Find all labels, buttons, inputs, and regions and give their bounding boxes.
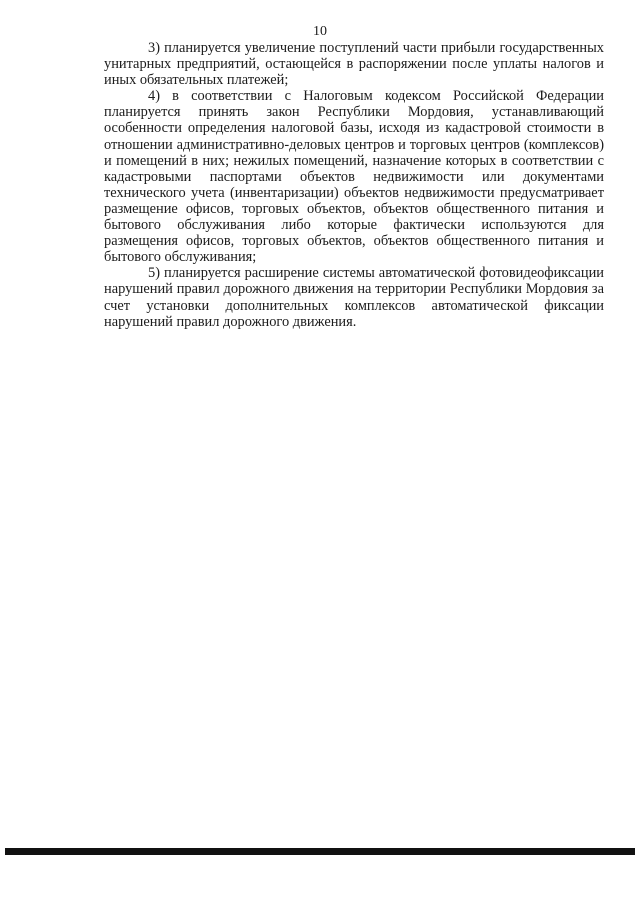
scan-edge-bar <box>5 848 635 855</box>
page-number: 10 <box>313 24 327 39</box>
paragraph-item-4: 4) в соответствии с Налоговым кодексом Российской Федерации планируется принять закон Республики Мордовия, устанавливающий особенности определения налоговой базы, исходя из кадастровой стоимости в отношении административно-деловых центров и торговых центров (комплексов) и помещений в них; нежилых помещений, назначение которых в соответствии с кадастровыми паспортами объектов недвижимости или документами технического учета (инвентаризации) объектов недвижимости предусматривает размещение офисов, торговых объектов, объектов общественного питания и бытового обслуживания либо которые фактически используются для размещения офисов, торговых объектов, объектов общественного питания и бытового обслуживания; <box>104 88 604 266</box>
paragraph-item-5: 5) планируется расширение системы автоматической фотовидеофиксации нарушений правил дорожного движения на территории Республики Мордовия за счет установки дополнительных комплексов автоматической фиксации нарушений правил дорожного движения. <box>104 265 604 330</box>
paragraph-item-3: 3) планируется увеличение поступлений части прибыли государственных унитарных предприятий, остающейся в распоряжении после уплаты налогов и иных обязательных платежей; <box>104 40 604 89</box>
document-body <box>104 40 604 330</box>
